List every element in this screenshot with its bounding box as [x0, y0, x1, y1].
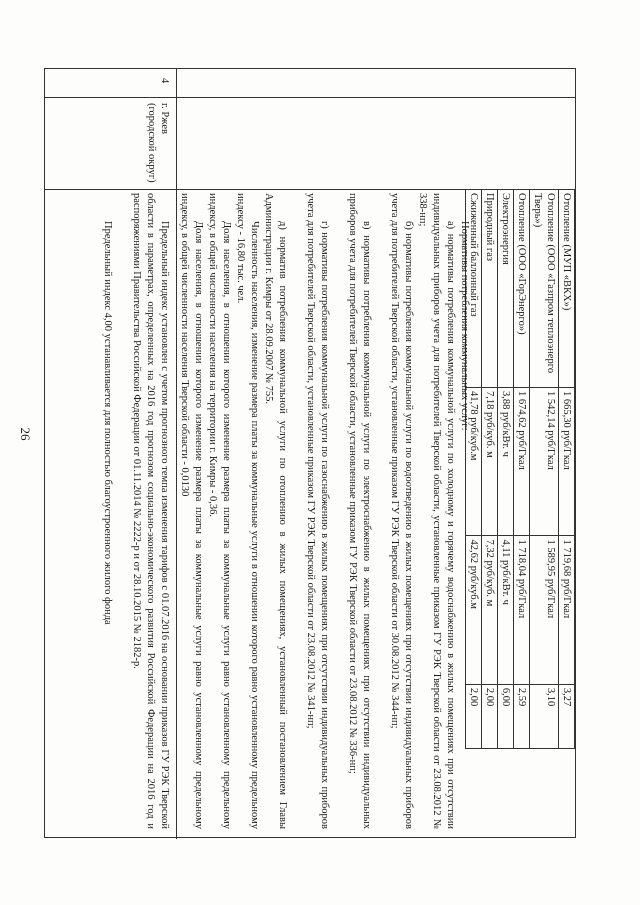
tariff-value-2016-cell: 1 718,04 руб/Гкал [514, 536, 530, 684]
tariff-service-cell: Природный газ [482, 190, 498, 388]
document-table [44, 68, 576, 838]
page-number: 26 [18, 427, 33, 441]
region-name: г. Ржев (городской округ) [146, 103, 170, 183]
tariff-row [498, 190, 514, 749]
tariff-table [465, 189, 575, 749]
tariff-value-2015-cell: 3,88 руб/кВт. ч [498, 387, 514, 535]
paragraph: а) нормативы потребления коммунальной услуги по холодному и горячему водоснабжению в жилых помещениях при отсутствии индивидуальных приборов учета для потребителей Тверской области, установленные приказом ГУ РЭК Тверской области от 23.08.2012 № 338-нп; [416, 193, 456, 829]
tariff-row [482, 190, 498, 749]
paragraph: г) нормативы потребления коммунальной услуги по газоснабжению в жилых помещениях при отсутствии индивидуальных приборов учета для потребителей Тверской области, установленные приказом ГУ РЭК Тверской области от 23.08.2012 № 341-нп; [304, 193, 330, 829]
tariff-index-cell: 2,00 [482, 684, 498, 748]
paragraph: в) нормативы потребления коммунальной услуги по электроснабжению в жилых помещениях при отсутствии индивидуальных приборов учета для потребителей Тверской области, установленные приказом ГУ РЭК Тверской области от 23.08.2012 № 336-нп; [346, 193, 372, 829]
paragraph: д) норматив потребления коммунальной услуги по отоплению в жилых помещениях, установленный постановлением Главы Администрации г. Кимры от 28.09.2007 № 755. [262, 193, 288, 829]
tariff-value-2016-cell: 7,32 руб/куб. м [482, 536, 498, 684]
tariff-index-cell: 2,00 [466, 684, 482, 748]
tariff-row [530, 190, 559, 749]
paragraph: Нормативы потребления коммунальных услуг: [459, 221, 470, 431]
paragraph: б) нормативы потребления коммунальной услуги по водоотведению в жилых помещениях при отсутствии индивидуальных приборов учета для потребителей Тверской области, установленные приказом ГУ РЭК Тверской области от 30.08.2012 № 344-нп; [388, 193, 414, 829]
tariff-value-2016-cell: 42,62 руб/куб.м [466, 536, 482, 684]
tariff-row [559, 190, 575, 749]
tariff-index-cell: 6,00 [498, 684, 514, 748]
tariff-service-cell: Сжиженный баллонный газ [466, 190, 482, 388]
tariff-service-cell: Отопление (ООО «Газпром теплоэнерго Тверь») [530, 190, 559, 388]
tariff-value-2015-cell: 1 542,14 руб/Гкал [530, 387, 559, 535]
row4-paragraph-2: Предельный индекс 4,00 устанавливается для полностью благоустроенного жилого фонда [102, 221, 113, 625]
tariff-service-cell: Отопление (ООО «ГорЭнерго») [514, 190, 530, 388]
tariff-service-cell: Отопление (МУП «ВКХ») [559, 190, 575, 388]
tariff-index-cell: 2,59 [514, 684, 530, 748]
row-number: 4 [159, 78, 170, 84]
paragraph: Доля населения, в отношении которого изменение размера платы за коммунальные услуги равно установленному предельному индексу, в общей численности населения Тверской области - 0,0130 [178, 193, 204, 829]
tariff-value-2016-cell: 1 719,68 руб/Гкал [559, 536, 575, 684]
tariff-index-cell: 3,27 [559, 684, 575, 748]
tariff-value-2015-cell: 7,18 руб/куб. м [482, 387, 498, 535]
tariff-value-2016-cell: 4,11 руб/кВт. ч [498, 536, 514, 684]
tariff-value-2015-cell: 1 674,62 руб/Гкал [514, 387, 530, 535]
row4-paragraph-1: Предельный индекс установлен с учетом прогнозного темпа изменения тарифов с 01.07.2016 на основании приказов ГУ РЭК Тверской области в параметрах, определенных на 2016 год прогнозом социально-экономического развития Российской Федерации на 2016 год и распоряжениями Правительства Российской Федерации от 01.11.2014 № 2222-р и от 28.10.2015 № 2182-р. [130, 193, 170, 829]
tariff-value-2015-cell: 41,78 руб/куб.м [466, 387, 482, 535]
tariff-row [514, 190, 530, 749]
paragraph: Численность населения, изменение размера платы за коммунальные услуги в отношении которого равно установленному предельному индексу - 16,80 тыс. чел. [234, 193, 260, 829]
tariff-index-cell: 3,10 [530, 684, 559, 748]
tariff-service-cell: Электроэнергия [498, 190, 514, 388]
rotated-page-content [44, 68, 576, 838]
paragraph: Доля населения, в отношении которого изменение размера платы за коммунальные услуги равно установленному предельному индексу, в общей численности населения на территории г. Кимры - 0,36. [206, 193, 232, 829]
tariff-value-2016-cell: 1 589,95 руб/Гкал [530, 536, 559, 684]
tariff-value-2015-cell: 1 665,30 руб/Гкал [559, 387, 575, 535]
column-divider [45, 97, 575, 98]
row-divider [176, 69, 177, 839]
